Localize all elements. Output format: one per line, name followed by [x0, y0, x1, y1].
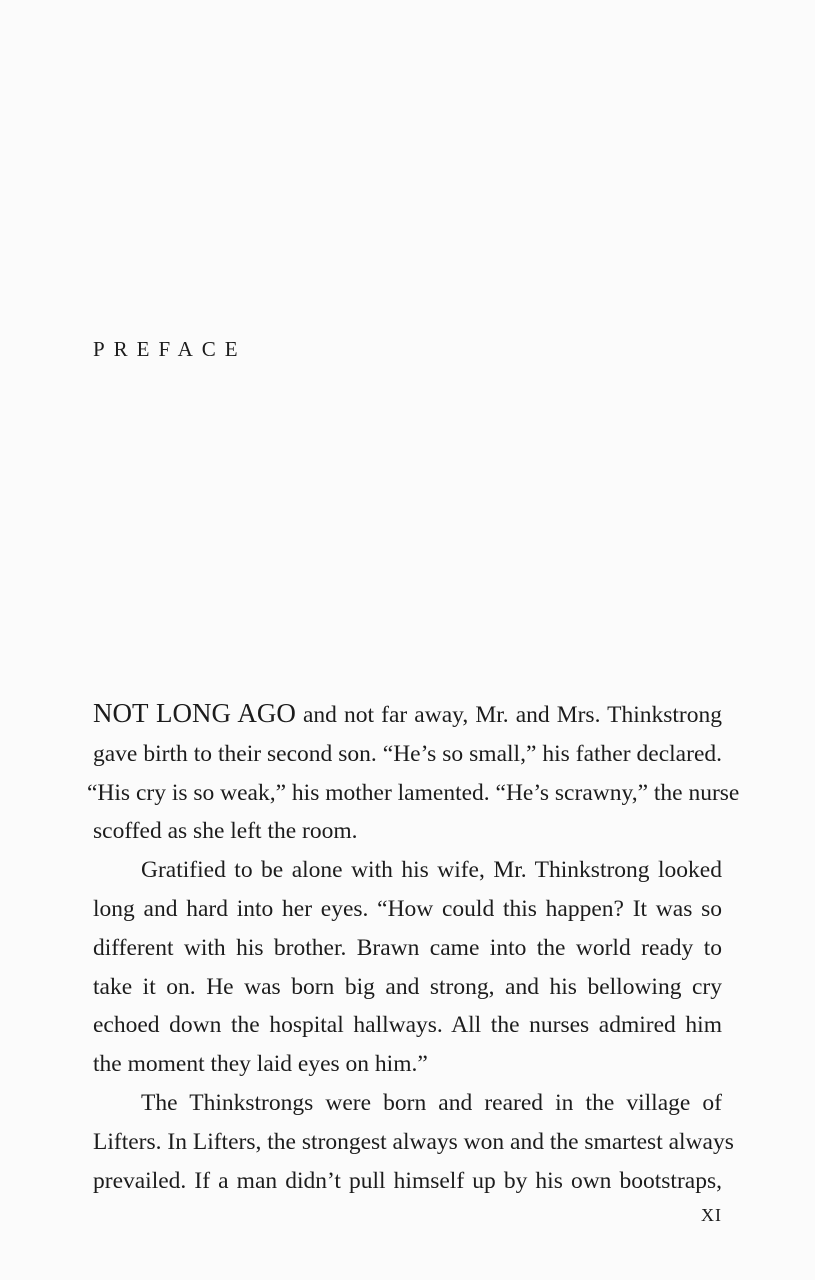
body-text: [87, 694, 740, 1200]
text-line: gave birth to their second son. “He’s so small,” his father declared.: [93, 740, 722, 767]
text-line: prevailed. If a man didn’t pull himself up by his own bootstraps,: [93, 1167, 722, 1194]
text-line: take it on. He was born big and strong, and his bellowing cry: [93, 973, 722, 1000]
text-line: The Thinkstrongs were born and reared in the village of: [141, 1089, 722, 1116]
text-line: long and hard into her eyes. “How could this happen? It was so: [93, 895, 722, 922]
text-line: [93, 694, 722, 735]
page-number: XI: [701, 1205, 722, 1225]
text-line: scoffed as she left the room.: [93, 818, 358, 845]
chapter-heading: PREFACE: [93, 337, 247, 361]
line-text: and not far away, Mr. and Mrs. Thinkstrong: [295, 702, 722, 728]
text-line: echoed down the hospital hallways. All the nurses admired him: [93, 1012, 722, 1039]
text-line: Gratified to be alone with his wife, Mr. Thinkstrong looked: [141, 857, 722, 884]
text-line: Lifters. In Lifters, the strongest always won and the smartest always: [93, 1128, 734, 1155]
text-line: the moment they laid eyes on him.”: [93, 1051, 428, 1078]
lead-in: NOT LONG AGO: [93, 698, 296, 728]
text-line: different with his brother. Brawn came into the world ready to: [93, 934, 722, 961]
text-line: “His cry is so weak,” his mother lamented. “He’s scrawny,” the nurse: [87, 779, 740, 806]
